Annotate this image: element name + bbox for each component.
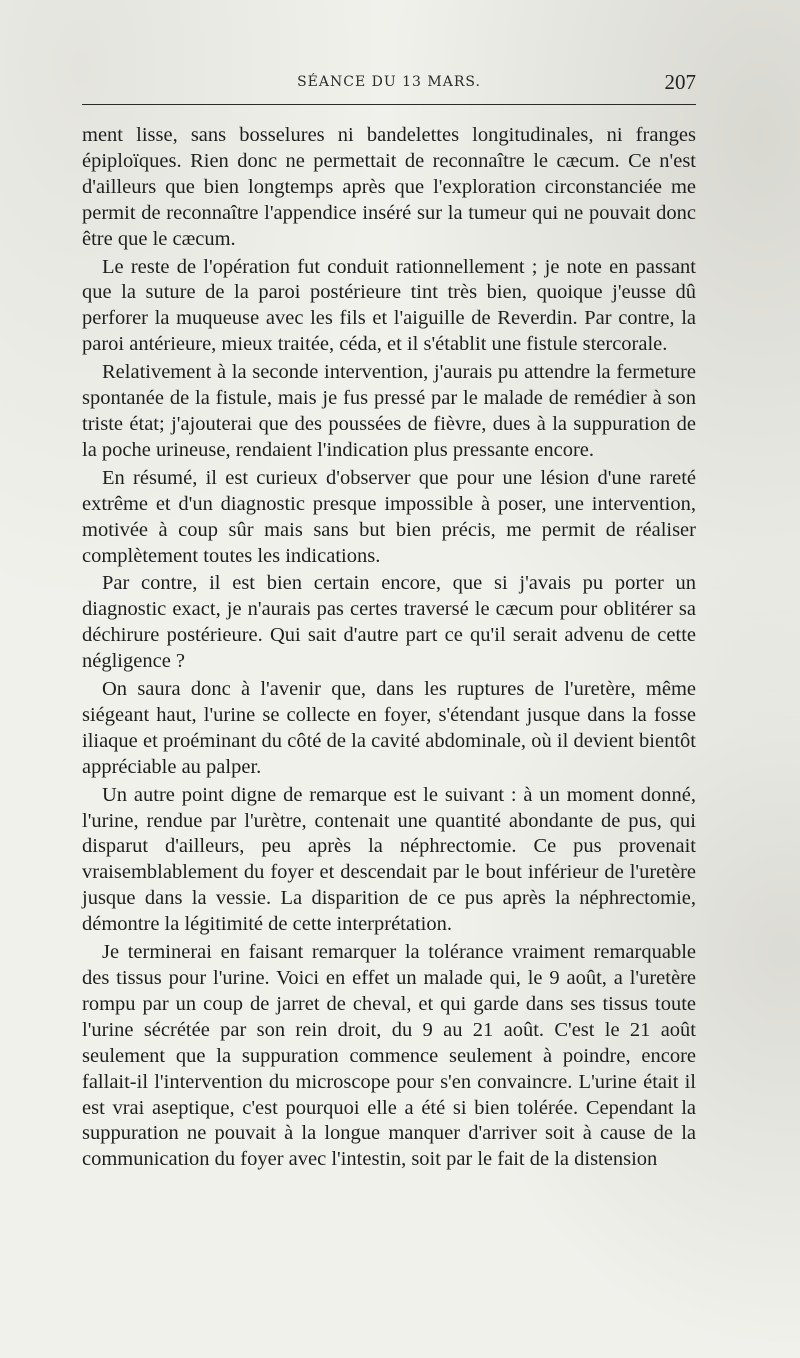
running-head: SÉANCE DU 13 MARS. [297,74,481,90]
body-text [82,123,696,1175]
paragraph: On saura donc à l'avenir que, dans les ruptures de l'uretère, même siégeant haut, l'urine se collecte en foyer, s'étendant jusque dans la fosse iliaque et proéminant du côté de la cavité abdominale, où il devient bientôt appréciable au palper. [82,678,696,778]
paragraph: En résumé, il est curieux d'observer que pour une lésion d'une rareté extrême et d'un diagnostic presque impossible à poser, une intervention, motivée à coup sûr mais sans but bien précis, me permit de réaliser complètement toutes les indications. [82,466,696,567]
paragraph: Par contre, il est bien certain encore, que si j'avais pu porter un diagnostic exact, je n'aurais pas certes traversé le cæcum pour oblitérer sa déchirure postérieure. Qui sait d'autre part ce qu'il serait advenu de cette négligence ? [82,572,696,673]
page-number: 207 [664,70,696,94]
paragraph: ment lisse, sans bosselures ni bandelettes longitudinales, ni franges épiploïques. Rien donc ne permettait de reconnaître le cæcum. Ce n'est d'ailleurs que bien longtemps après que l'exploration circonstanciée me permit de reconnaître l'appendice inséré sur la tumeur qui ne pouvait donc être que le cæcum. [82,124,696,250]
header-rule [82,104,696,105]
page-header [82,70,696,100]
paragraph: Le reste de l'opération fut conduit rationnellement ; je note en passant que la suture de la paroi postérieure tint très bien, quoique j'eusse dû perforer la muqueuse avec les fils et l'aiguille de Reverdin. Par contre, la paroi antérieure, mieux traitée, céda, et il s'établit une fistule stercorale. [82,255,696,356]
paragraph: Un autre point digne de remarque est le suivant : à un moment donné, l'urine, rendue par l'urètre, contenait une quantité abondante de pus, qui disparut d'ailleurs, peu après la néphrectomie. Ce pus provenait vraisemblablement du foyer et descendait par le bout inférieur de l'uretère jusque dans la vessie. La disparition de ce pus après la néphrectomie, démontre la légitimité de cette interprétation. [82,783,696,936]
paragraph: Relativement à la seconde intervention, j'aurais pu attendre la fermeture spontanée de la fistule, mais je fus pressé par le malade de remédier à son triste état; j'ajouterai que des poussées de fièvre, dues à la suppuration de la poche urineuse, rendaient l'indication plus pressante encore. [82,361,696,461]
paragraph: Je terminerai en faisant remarquer la tolérance vraiment remarquable des tissus pour l'urine. Voici en effet un malade qui, le 9 août, a l'uretère rompu par un coup de jarret de cheval, et qui garde dans ses tissus toute l'urine sécrétée par son rein droit, du 9 au 21 août. C'est le 21 août seulement que la suppuration commence seulement à poindre, encore fallait-il l'intervention du microscope pour s'en convaincre. L'urine était il est vrai aseptique, c'est pourquoi elle a été si bien tolérée. Cependant la suppuration ne pouvait à la longue manquer d'arriver soit à cause de la communication du foyer avec l'intestin, soit par le fait de la distension [82,941,696,1171]
